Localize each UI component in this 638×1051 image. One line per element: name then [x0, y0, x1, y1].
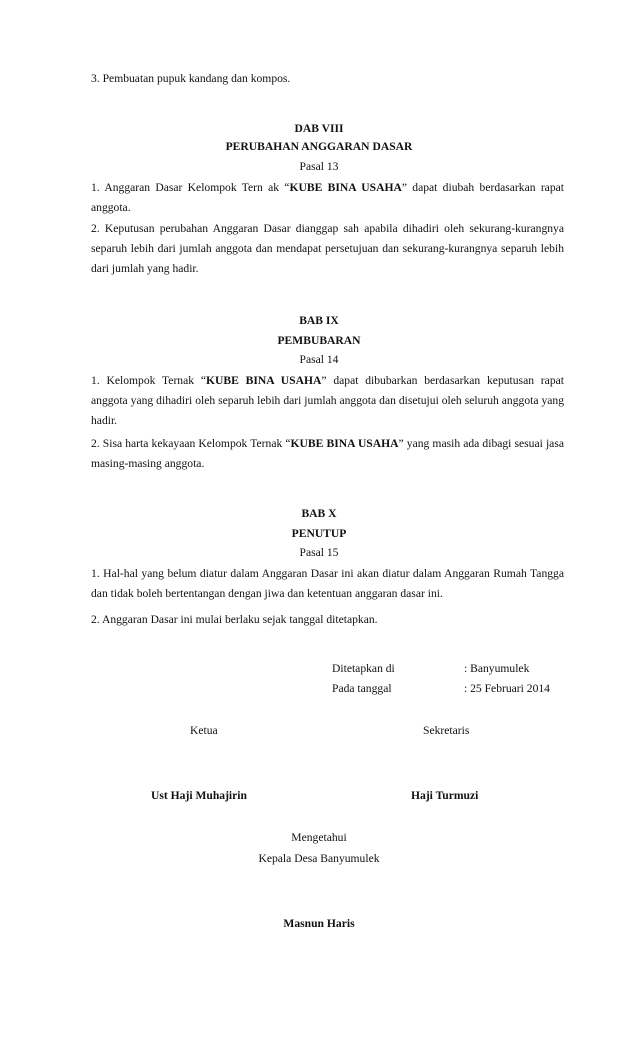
chapter10-heading: BAB X	[301, 507, 337, 520]
secretary-title: Sekretaris	[423, 724, 470, 737]
intro-line: 3. Pembuatan pupuk kandang dan kompos.	[91, 72, 291, 85]
place-value: : Banyumulek	[464, 662, 530, 675]
chapter9-item1-org-name: KUBE BINA USAHA	[206, 374, 322, 387]
date-value: : 25 Februari 2014	[464, 682, 550, 695]
chapter8-item1-org-name: KUBE BINA USAHA	[289, 181, 402, 194]
chapter9-title: PEMBUBARAN	[277, 334, 361, 347]
chapter9-item1-text-a: 1. Kelompok Ternak “	[91, 374, 206, 387]
chapter9-item1	[91, 371, 564, 432]
chapter8-item1	[91, 178, 564, 218]
chapter10-item2: 2. Anggaran Dasar ini mulai berlaku sejak tanggal ditetapkan.	[91, 613, 378, 626]
chapter8-title: PERUBAHAN ANGGARAN DASAR	[225, 140, 413, 153]
village-head-title: Kepala Desa Banyumulek	[258, 852, 380, 865]
chapter8-heading: DAB VIII	[294, 122, 344, 135]
chapter8-item2: 2. Keputusan perubahan Anggaran Dasar dianggap sah apabila dihadiri oleh sekurang-kurangnya separuh lebih dari jumlah anggota dan mendapat persetujuan dan sekurang-kurangnya separuh lebih dari jumlah yang hadir.	[91, 222, 564, 276]
chapter10-pasal: Pasal 15	[299, 546, 339, 559]
village-head-name: Masnun Haris	[283, 917, 355, 930]
chapter9-pasal: Pasal 14	[299, 353, 339, 366]
chapter9-heading: BAB IX	[299, 314, 339, 327]
acknowledged-label: Mengetahui	[291, 831, 347, 844]
chapter9-item2-org-name: KUBE BINA USAHA	[290, 437, 399, 450]
chapter8-item1-text-a: 1. Anggaran Dasar Kelompok Tern ak “	[91, 181, 290, 194]
chapter9-item2-text-a: 2. Sisa harta kekayaan Kelompok Ternak “	[91, 437, 291, 450]
secretary-name: Haji Turmuzi	[411, 789, 479, 802]
chair-title: Ketua	[190, 724, 218, 737]
chapter9-item2-text-c: ” yang masih ada dibagi sesuai jasa masing-masing anggota.	[91, 437, 564, 471]
chapter8-pasal: Pasal 13	[299, 160, 339, 173]
chapter9-item2	[91, 434, 564, 474]
chapter9-item1-text-c: ” dapat dibubarkan berdasarkan keputusan rapat anggota yang dihadiri oleh separuh lebih dari jumlah anggota dan disetujui oleh seluruh anggota yang hadir.	[91, 374, 564, 428]
date-label: Pada tanggal	[332, 682, 392, 695]
place-label: Ditetapkan di	[332, 662, 395, 675]
chapter10-item1: 1. Hal-hal yang belum diatur dalam Anggaran Dasar ini akan diatur dalam Anggaran Rumah Tangga dan tidak boleh bertentangan dengan jiwa dan ketentuan anggaran dasar ini.	[91, 567, 564, 601]
chair-name: Ust Haji Muhajirin	[151, 789, 247, 802]
chapter8-item1-text-c: ” dapat diubah berdasarkan rapat anggota.	[91, 181, 564, 215]
chapter10-title: PENUTUP	[291, 527, 347, 540]
